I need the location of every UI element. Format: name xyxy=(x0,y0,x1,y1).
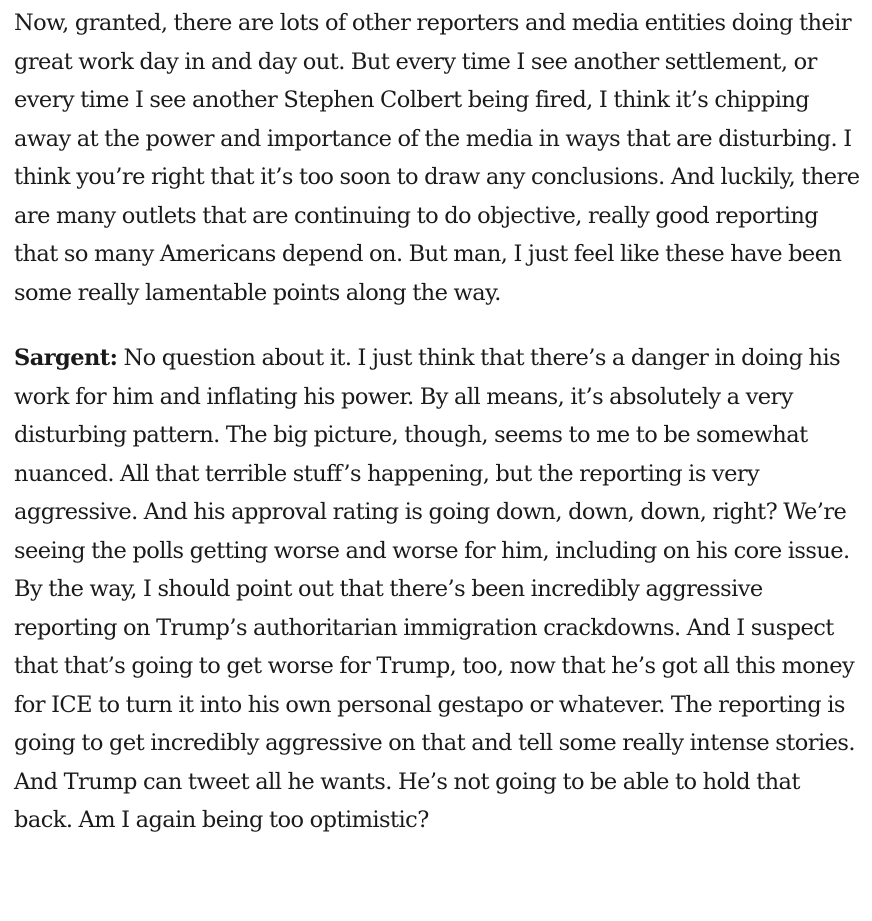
article-paragraph xyxy=(14,4,864,312)
paragraph-text: No question about it. I just think that there’s a danger in doing his work for him and inflating his power. By all means, it’s absolutely a very disturbing pattern. The big picture, though, seems to me to be somewhat nuanced. All that terrible stuff’s happening, but the reporting is very aggressive. And his approval rating is going down, down, down, right? We’re seeing the polls getting worse and worse for him, including on his core issue. By the way, I should point out that there’s been incredibly aggressive reporting on Trump’s authoritarian immigration crackdowns. And I suspect that that’s going to get worse for Trump, too, now that he’s got all this money for ICE to turn it into his own personal gestapo or whatever. The reporting is going to get incredibly aggressive on that and tell some really intense stories. And Trump can tweet all he wants. He’s not going to be able to hold that back. Am I again being too optimistic? xyxy=(14,345,856,833)
paragraph-text: Now, granted, there are lots of other reporters and media entities doing their great work day in and day out. But every time I see another settlement, or every time I see another Stephen Colbert being fired, I think it’s chipping away at the power and importance of the media in ways that are disturbing. I think you’re right that it’s too soon to draw any conclusions. And luckily, there are many outlets that are continuing to do objective, really good reporting that so many Americans depend on. But man, I just feel like these have been some really lamentable points along the way. xyxy=(14,10,860,306)
article-body xyxy=(14,4,864,840)
speaker-label: Sargent: xyxy=(14,345,118,371)
article-paragraph xyxy=(14,339,864,840)
